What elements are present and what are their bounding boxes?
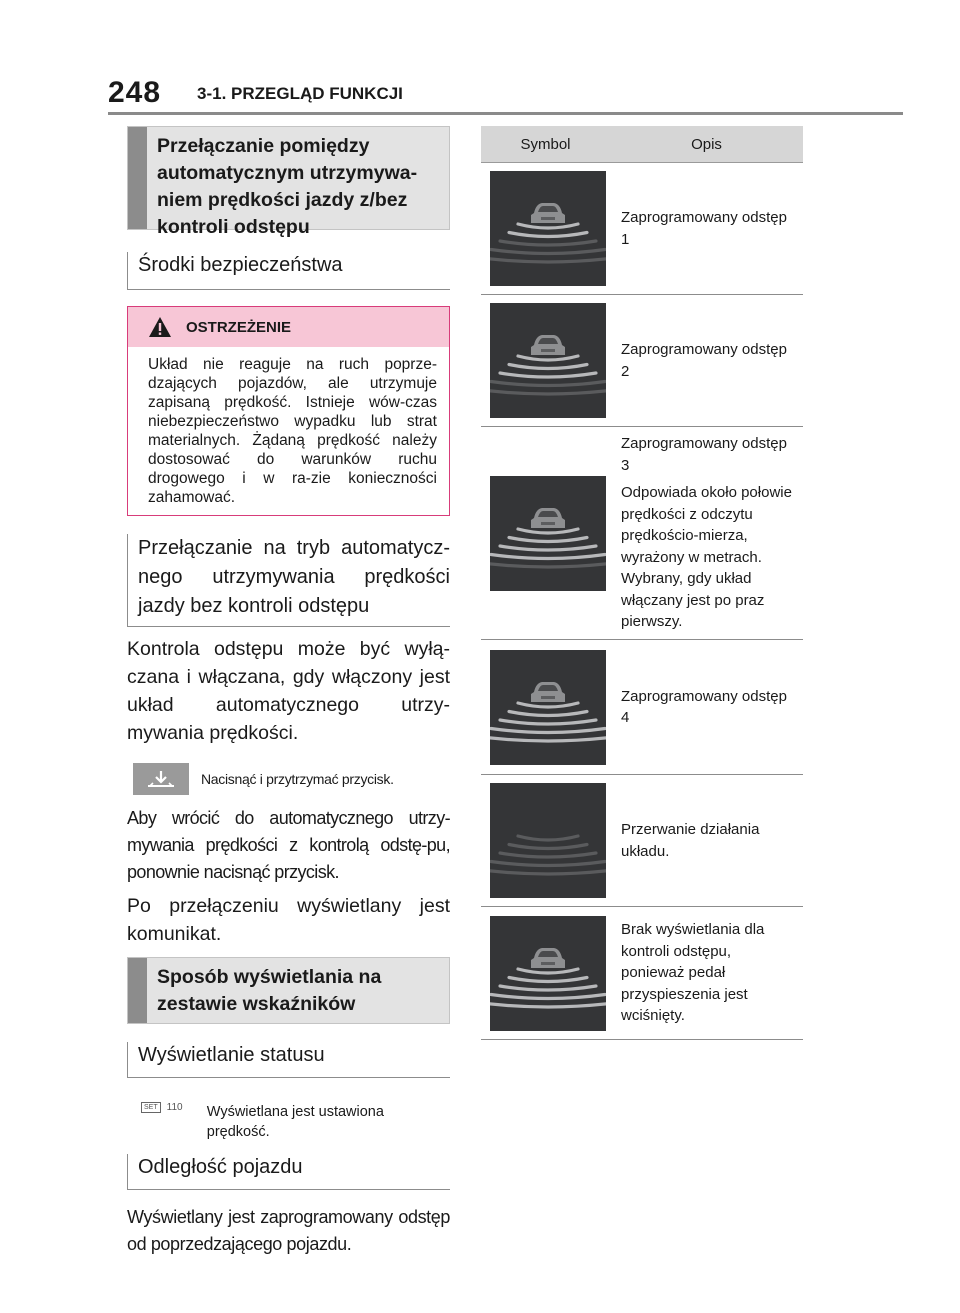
heading-switch-text: Przełączanie pomiędzy automatycznym utrzymywa-niem prędkości jazdy z/bez kontroli odstępu	[157, 135, 418, 238]
row-description	[606, 919, 803, 1027]
press-hold-text: Nacisnąć i przytrzymać przycisk.	[201, 771, 394, 787]
distance-symbol-icon	[490, 650, 606, 765]
warning-body: Układ nie reaguje na ruch poprze-dzających pojazdów, ale utrzymuje zapisaną prędkość. Istnieje wów-czas niebezpieczeństwo wypadku lub strat materialnych. Żądaną prędkość należy dostosować do warunków ruchu drogowego i w ra-zie konieczności zahamować.	[148, 356, 437, 506]
set-label: SET	[141, 1102, 161, 1113]
heading-switch-mode	[127, 126, 450, 238]
header-rule	[108, 112, 903, 115]
row-description	[606, 433, 803, 633]
warning-title: OSTRZEŻENIE	[186, 318, 292, 336]
button-press-icon	[133, 763, 189, 795]
press-hold-row	[127, 763, 450, 795]
set-speed-text: Wyświetlana jest ustawiona prędkość.	[206, 1104, 384, 1140]
set-speed-icon	[141, 1102, 207, 1113]
table-row	[481, 295, 803, 427]
table-row	[481, 775, 803, 907]
distance-bars-graphic	[490, 916, 606, 1031]
warning-triangle-icon	[148, 316, 172, 338]
distance-bars-graphic	[490, 476, 606, 591]
heading-display	[127, 957, 450, 1024]
paragraph-return: Aby wrócić do automatycznego utrzy-mywania prędkości z kontrolą odstę-pu, ponownie nacisnąć przycisk.	[127, 808, 450, 882]
header-symbol: Symbol	[520, 135, 571, 153]
section-title: 3-1. PRZEGLĄD FUNKCJI	[197, 84, 403, 103]
table-row	[481, 163, 803, 295]
distance-symbol-icon	[490, 783, 606, 898]
subheading-mode-without-distance: Przełączanie na tryb automatycz-nego utrzymywania prędkości jazdy bez kontroli odstępu	[127, 534, 450, 627]
set-speed-row	[127, 1102, 450, 1142]
table-row	[481, 427, 803, 640]
table-row	[481, 640, 803, 775]
distance-symbol-icon	[490, 303, 606, 418]
row-description	[606, 339, 803, 382]
warning-box	[127, 306, 450, 516]
header-description: Opis	[691, 135, 722, 153]
heading-bar	[128, 958, 147, 1023]
subheading-distance: Odległość pojazdu	[127, 1154, 450, 1190]
set-value: 110	[166, 1102, 183, 1113]
symbol-table	[481, 126, 803, 1040]
distance-bars-graphic	[490, 303, 606, 418]
paragraph-distance-control: Kontrola odstępu może być wyłą-czana i włączana, gdy włączony jest układ automatycznego utrzy-mywania prędkości.	[127, 638, 450, 744]
warning-header	[128, 307, 449, 347]
subheading-safety: Środki bezpieczeństwa	[127, 252, 450, 290]
row-description	[606, 686, 803, 729]
left-column	[127, 126, 450, 1258]
row-description-line: Zaprogramowany odstęp 3	[621, 435, 787, 474]
distance-bars-graphic	[490, 650, 606, 765]
distance-symbol-icon	[490, 171, 606, 286]
distance-symbol-icon	[490, 476, 606, 591]
heading-bar	[128, 127, 147, 229]
page-number: 248	[108, 76, 162, 109]
row-description	[606, 207, 803, 250]
row-description-line: Zaprogramowany odstęp 2	[621, 341, 787, 380]
row-description-line: Odpowiada około połowie prędkości z odczytu prędkościo-mierza, wyrażony w metrach. Wybrany, gdy układ włączany jest po praz pierwszy.	[621, 484, 792, 631]
row-description-line: Zaprogramowany odstęp 1	[621, 209, 787, 248]
row-description-line: Przerwanie działania układu.	[621, 821, 760, 860]
row-description-line: Zaprogramowany odstęp 4	[621, 687, 787, 726]
table-row	[481, 907, 803, 1040]
row-description-line: Brak wyświetlania dla kontroli odstępu, ponieważ pedał przyspieszenia jest wciśnięty.	[621, 921, 765, 1025]
distance-bars-graphic	[490, 783, 606, 898]
distance-symbol-icon	[490, 916, 606, 1031]
paragraph-distance-display: Wyświetlany jest zaprogramowany odstęp od poprzedzającego pojazdu.	[127, 1207, 450, 1254]
heading-display-text: Sposób wyświetlania na zestawie wskaźników	[157, 966, 382, 1015]
subheading-status: Wyświetlanie statusu	[127, 1042, 450, 1078]
paragraph-message: Po przełączeniu wyświetlany jest komunikat.	[127, 895, 450, 945]
table-header	[481, 126, 803, 163]
row-description	[606, 819, 803, 862]
distance-bars-graphic	[490, 171, 606, 286]
